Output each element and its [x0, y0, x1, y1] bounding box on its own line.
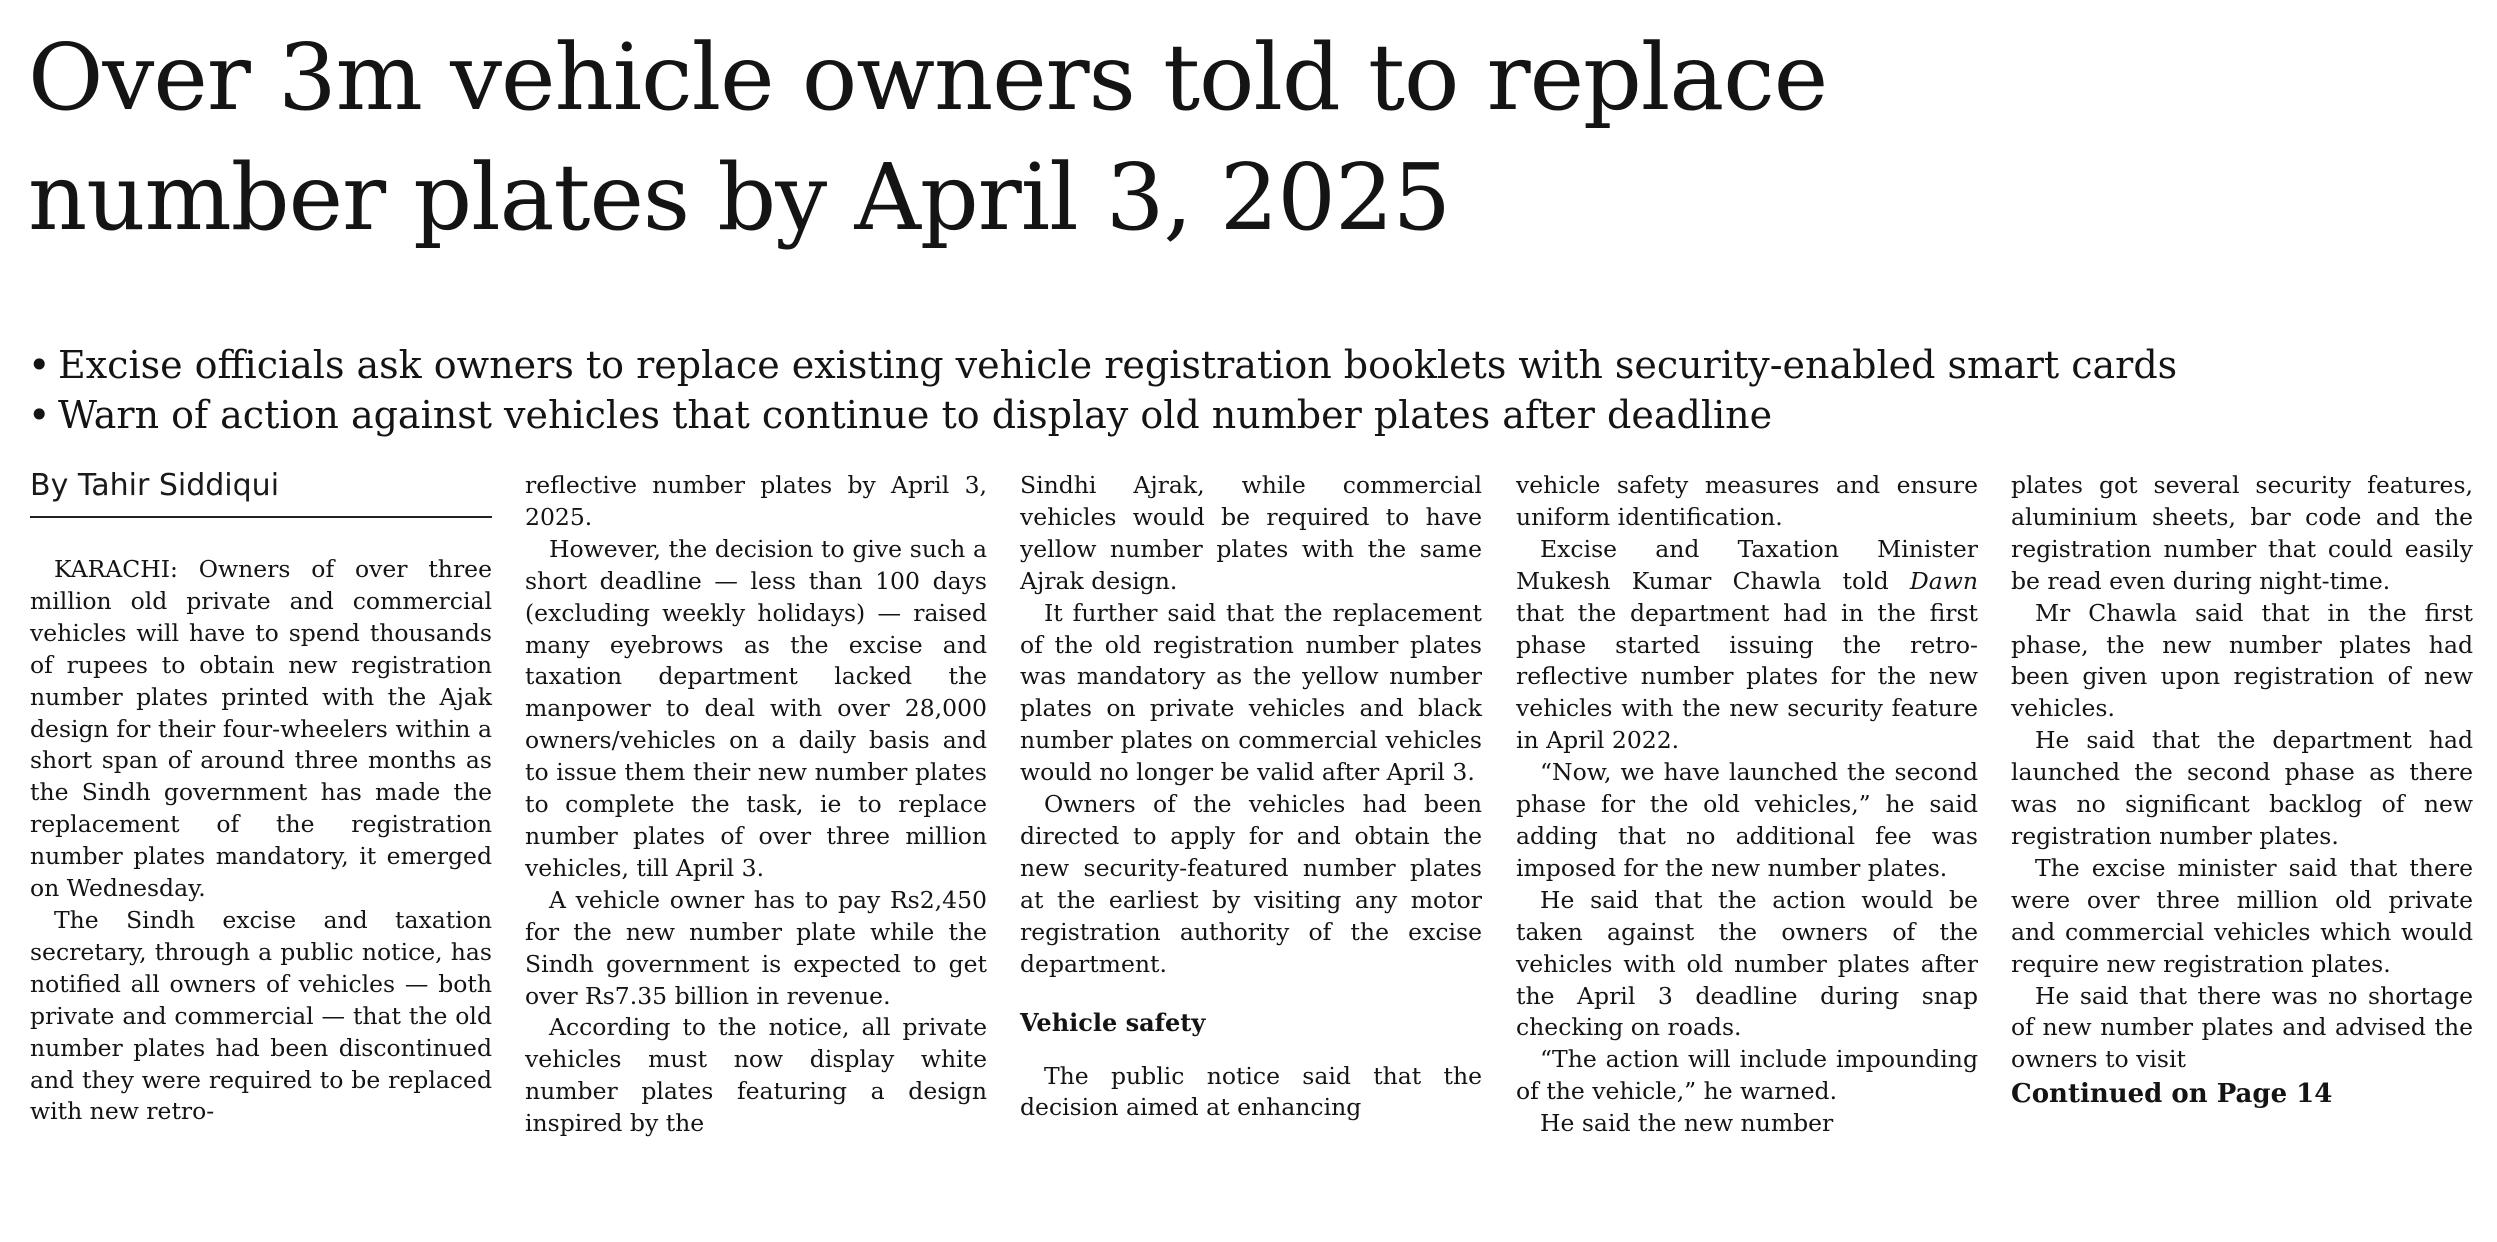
article-column-5 [2011, 470, 2473, 1110]
paragraph: According to the notice, all private vehicles must now display white number plates featuring a design inspired by the [525, 1013, 987, 1138]
paragraph: The Sindh excise and taxation secretary, through a public notice, has notified all owners of vehicles — both private and commercial — that the old number plates had been discontinued and they were required to be replaced with new retro- [30, 905, 492, 1126]
paragraph: It further said that the replacement of the old registration number plates was mandatory as the yellow number plates on private vehicles and black number plates on commercial vehicles would no longer be valid after April 3. [1020, 598, 1482, 787]
article-column-4 [1516, 470, 1978, 1140]
paragraph: plates got several security features, aluminium sheets, bar code and the registration number that could easily be read even during night-time. [2011, 471, 2473, 595]
article-column-1 [30, 554, 492, 1128]
deck [28, 340, 2468, 440]
paragraph: He said that the department had launched the second phase as there was no significant backlog of new registration number plates. [2011, 726, 2473, 850]
paragraph: Mr Chawla said that in the first phase, the new number plates had been given upon registration of new vehicles. [2011, 598, 2473, 723]
deck-item [28, 340, 2468, 390]
deck-item-text: Warn of action against vehicles that continue to display old number plates after deadline [58, 393, 1773, 437]
paragraph: vehicle safety measures and ensure uniform identification. [1516, 471, 1978, 531]
paragraph: “Now, we have launched the second phase for the old vehicles,” he said adding that no additional fee was imposed for the new number plates. [1516, 758, 1978, 882]
headline [28, 18, 2468, 258]
text-run: Excise and Taxation Minister Mukesh Kumar Chawla told [1516, 534, 1978, 595]
paragraph [1516, 534, 1978, 757]
paragraph: “The action will include impounding of the vehicle,” he warned. [1516, 1045, 1978, 1106]
bullet-icon: • [28, 343, 51, 387]
paragraph: He said that the action would be taken against the owners of the vehicles with old number plates after the April 3 deadline during snap checking on roads. [1516, 885, 1978, 1042]
paragraph: KARACHI: Owners of over three million old private and commercial vehicles will have to spend thousands of rupees to obtain new registration number plates printed with the Ajak design for their four-wheelers within a short span of around three months as the Sindh government has made the replacement of the registration number plates mandatory, it emerged on Wednesday. [30, 555, 492, 903]
paragraph: He said the new number [1540, 1109, 1834, 1138]
text-run: that the department had in the first phase started issuing the retro-reflective number plates for the new vehicles with the new security feature in April 2022. [1516, 598, 1978, 755]
paragraph: reflective number plates by April 3, 2025. [525, 471, 987, 531]
paragraph: The excise minister said that there were over three million old private and commercial vehicles which would require new registration plates. [2011, 853, 2473, 978]
headline-line-1: Over 3m vehicle owners told to replace [28, 24, 1828, 131]
paragraph: Owners of the vehicles had been directed to apply for and obtain the new security-featured number plates at the earliest by visiting any motor registration authority of the excise department. [1020, 790, 1482, 978]
article-column-2 [525, 470, 987, 1140]
publication-name: Dawn [1909, 566, 1978, 595]
bullet-icon: • [28, 393, 51, 437]
paragraph: A vehicle owner has to pay Rs2,450 for the new number plate while the Sindh government is expected to get over Rs7.35 billion in revenue. [525, 885, 987, 1010]
paragraph: Sindhi Ajrak, while commercial vehicles would be required to have yellow number plates with the same Ajrak design. [1020, 471, 1482, 595]
article-column-3 [1020, 470, 1482, 1124]
paragraph: He said that there was no shortage of new number plates and advised the owners to visit [2011, 981, 2473, 1074]
byline-block [30, 466, 492, 518]
paragraph: However, the decision to give such a short deadline — less than 100 days (excluding weekly holidays) — raised many eyebrows as the excise and taxation department lacked the manpower to deal with over 28,000 owners/vehicles on a daily basis and to issue them their new number plates to complete the task, ie to replace number plates of over three million vehicles, till April 3. [525, 534, 987, 882]
deck-item [28, 390, 2468, 440]
continued-link[interactable]: Continued on Page 14 [2011, 1079, 2333, 1110]
deck-item-text: Excise officials ask owners to replace existing vehicle registration booklets with security-enabled smart cards [58, 343, 2178, 387]
subheading: Vehicle safety [1020, 1007, 1206, 1037]
byline: By Tahir Siddiqui [30, 468, 280, 503]
paragraph: The public notice said that the decision aimed at enhancing [1020, 1061, 1482, 1122]
headline-line-2: number plates by April 3, 2025 [28, 144, 1451, 251]
